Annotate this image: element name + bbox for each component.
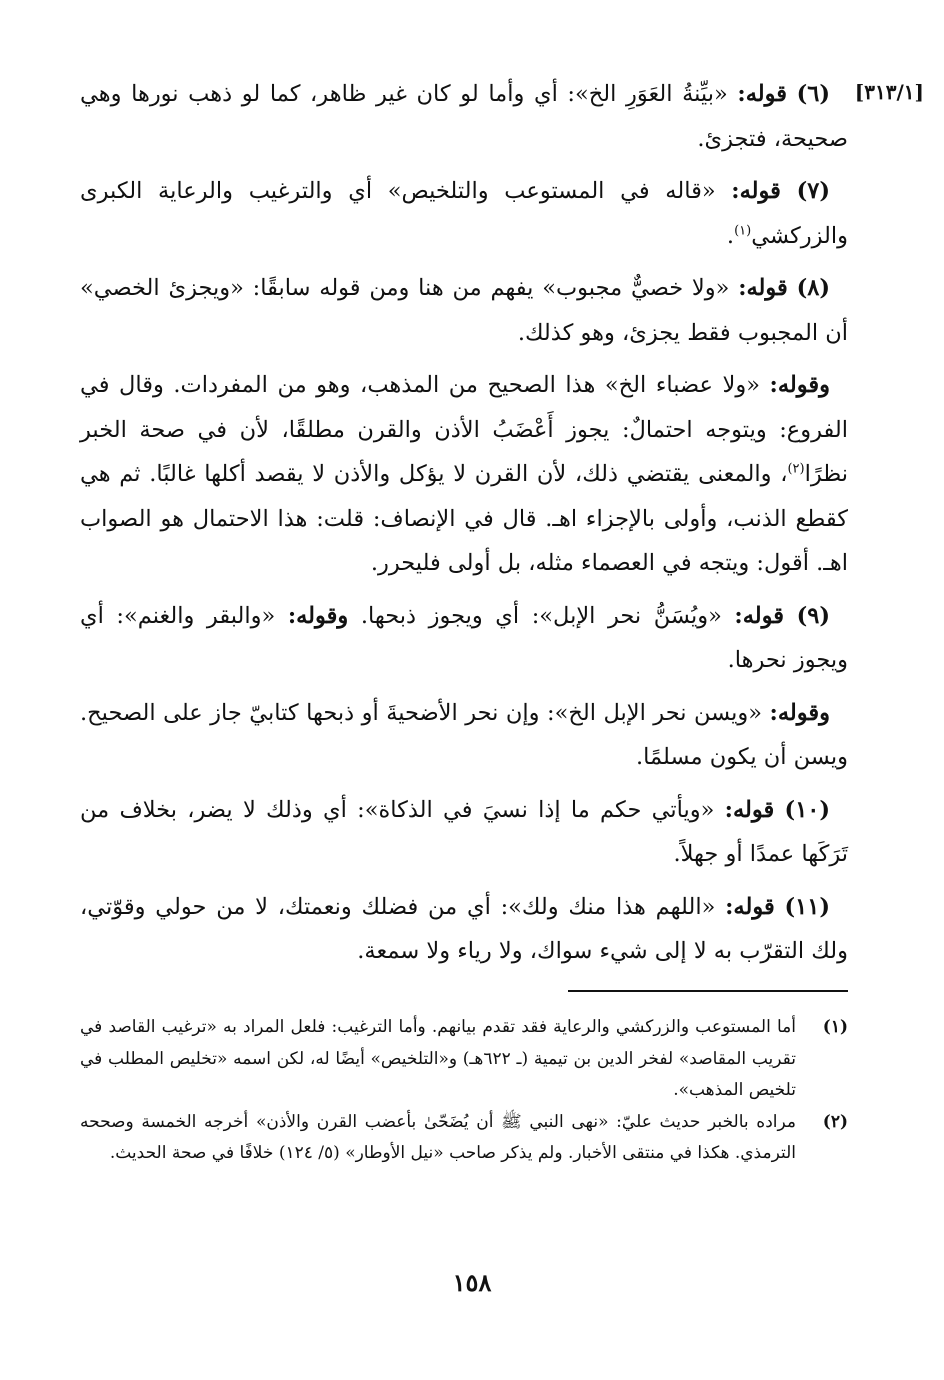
item-label: قوله: (738, 275, 788, 301)
item-text: «ويُسَنُّ نحر الإبل»: أي ويجوز ذبحها. (360, 602, 722, 629)
item-text: «قاله في المستوعب والتلخيص» أي والترغيب والرعاية الكبرى والزركشي (80, 178, 848, 249)
item-number: (٧) (796, 178, 830, 204)
item-label: قوله: (731, 178, 781, 204)
footnote-text: مراده بالخبر حديث عليّ: «نهى النبي ﷺ أن يُضَحّىٰ بأعضب القرن والأذن» أخرجه الخمسة وصححه الترمذي. هكذا في منتقى الأخبار. ولم يذكر صاحب «نيل الأوطار» (٥/ ١٢٤) خلافًا في صحة الحديث. (80, 1111, 796, 1163)
item-text-after: ، والمعنى يقتضي ذلك، لأن القرن لا يؤكل والأذن لا يقصد أكلها غالبًا. ثم هي كقطع الذنب، وأولى بالإجزاء اهـ. قال في الإنصاف: قلت: هذا الاحتمال هو الصواب اهـ. أقول: ويتجه في العصماء مثله، بل أولى فليحرر. (80, 461, 848, 576)
margin-reference: [٣١٣/١] (854, 80, 924, 104)
item-text: «ولا عضباء الخ» هذا الصحيح من المذهب، وهو من المفردات. وقال في الفروع: ويتوجه احتمالٌ: يجوز أَعْضَبُ الأذن والقرن مطلقًا، لأن في صحة الخبر نظرًا (80, 372, 848, 487)
item-label: قوله: (724, 796, 775, 823)
paragraph-6 (80, 72, 848, 161)
item-label: وقوله: (769, 372, 830, 398)
item-text: «والبقر والغنم»: أي ويجوز نحرها. (80, 602, 848, 673)
paragraph-11 (80, 885, 848, 974)
item-label: قوله: (737, 81, 787, 107)
item-number: (٨) (796, 275, 830, 301)
item-number: (١٠) (784, 796, 831, 823)
item-text: «ويسن نحر الإبل الخ»: وإن نحر الأضحيةَ أو ذبحها كتابيّ جاز على الصحيح. ويسن أن يكون مسلمًا. (80, 699, 848, 770)
paragraph-8-continued (80, 363, 848, 586)
item-text: «بيِّنةُ العَوَرِ الخ»: أي وأما لو كان غير ظاهر، كما لو ذهب نورها وهي صحيحة، فتجزئ. (80, 81, 848, 152)
footnote-separator (568, 990, 848, 992)
main-text (80, 72, 848, 982)
item-text: «ويأتي حكم ما إذا نسيَ في الذكاة»: أي وذلك لا يضر، بخلاف من تَرَكَها عمدًا أو جهلاً. (80, 796, 848, 867)
item-label: قوله: (734, 602, 785, 629)
paragraph-9-continued (80, 691, 848, 780)
item-number: (٦) (796, 81, 831, 107)
paragraph-8 (80, 266, 848, 355)
footnotes (80, 1012, 848, 1170)
footnote-1 (80, 1012, 848, 1107)
footnote-2 (80, 1107, 848, 1170)
footnote-number: (٢) (822, 1111, 848, 1132)
footnote-marker[interactable]: (٢) (787, 461, 805, 477)
paragraph-7 (80, 169, 848, 258)
item-label: وقوله: (287, 602, 349, 629)
item-text: «ولا خصيٌّ مجبوب» يفهم من هنا ومن قوله سابقًا: «ويجزئ الخصي» أن المجبوب فقط يجزئ، وهو كذلك. (80, 275, 848, 346)
footnote-marker[interactable]: (١) (734, 223, 752, 238)
item-number: (٩) (796, 602, 830, 629)
item-text: «اللهم هذا منك ولك»: أي من فضلك ونعمتك، لا من حولي وقوّتي، ولك التقرّب به لا إلى شيء سواك، ولا رياء ولا سمعة. (80, 893, 848, 964)
footnote-text: أما المستوعب والزركشي والرعاية فقد تقدم بيانهم. وأما الترغيب: فلعل المراد به «ترغيب القاصد في تقريب المقاصد» لفخر الدين بن تيمية (ـ ٦٢٢هـ) و«التلخيص» أيضًا له، لكن اسمه «تخليص المطلب في تلخيص المذهب». (80, 1017, 796, 1100)
item-label: قوله: (725, 893, 775, 920)
paragraph-10 (80, 788, 848, 877)
item-label: وقوله: (769, 699, 830, 726)
item-number: (١١) (784, 893, 830, 920)
footnote-number: (١) (822, 1017, 848, 1037)
item-text-after: . (726, 222, 735, 249)
page-number: ١٥٨ (452, 1268, 492, 1297)
paragraph-9 (80, 594, 848, 683)
